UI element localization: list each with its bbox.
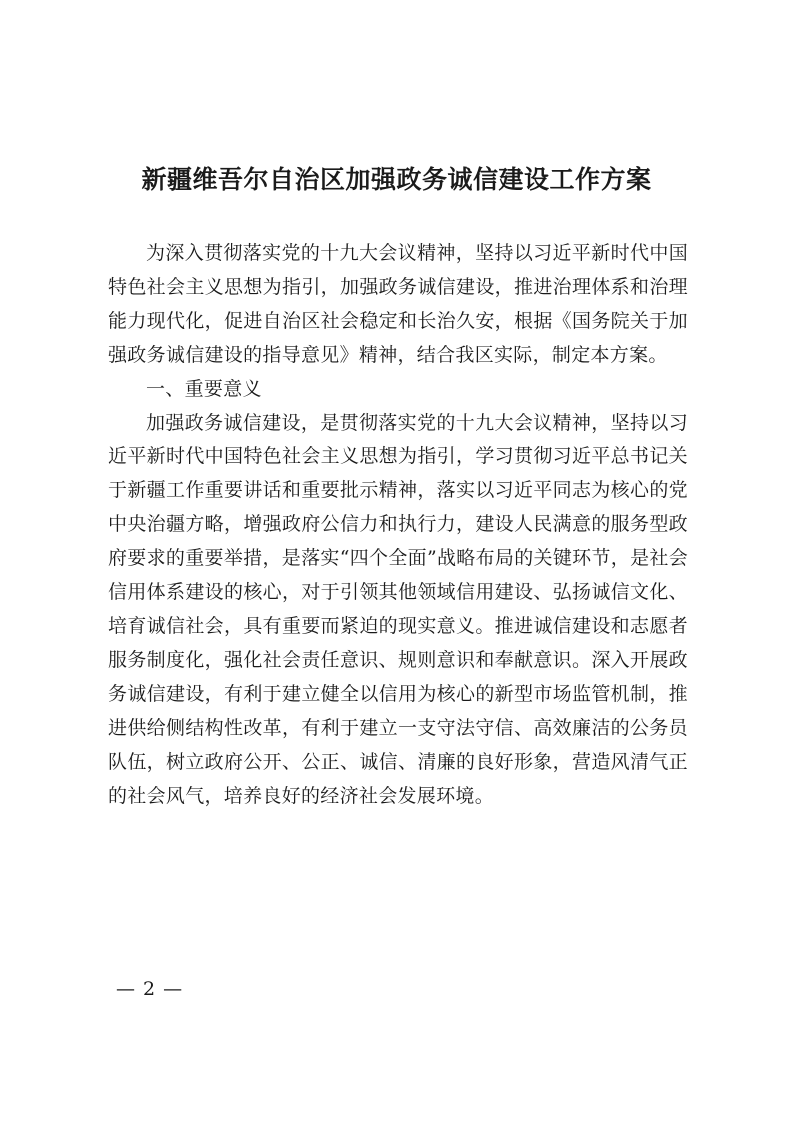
section-heading: 一、重要意义 (146, 377, 262, 400)
intro-paragraph: 为深入贯彻落实党的十九大会议精神，坚持以习近平新时代中国特色社会主义思想为指引，加强政务诚信建设，推进治理体系和治理能力现代化，促进自治区社会稳定和长治久安，根据《国务院关于加强政务诚信建设的指导意见》精神，结合我区实际，制定本方案。 (108, 242, 688, 366)
section-paragraph: 加强政务诚信建设，是贯彻落实党的十九大会议精神，坚持以习近平新时代中国特色社会主义思想为指引，学习贯彻习近平总书记关于新疆工作重要讲话和重要批示精神，落实以习近平同志为核心的党中央治疆方略，增强政府公信力和执行力，建设人民满意的服务型政府要求的重要举措，是落实“四个全面”战略布局的关键环节，是社会信用体系建设的核心，对于引领其他领域信用建设、弘扬诚信文化、培育诚信社会，具有重要而紧迫的现实意义。推进诚信建设和志愿者服务制度化，强化社会责任意识、规则意识和奉献意识。深入开展政务诚信建设，有利于建立健全以信用为核心的新型市场监管机制，推进供给侧结构性改革，有利于建立一支守法守信、高效廉洁的公务员队伍，树立政府公开、公正、诚信、清廉的良好形象，营造风清气正的社会风气，培养良好的经济社会发展环境。 (108, 411, 688, 807)
document-title: 新疆维吾尔自治区加强政务诚信建设工作方案 (141, 165, 652, 194)
page-number: — 2 — (116, 978, 184, 1000)
document-body (108, 237, 688, 813)
